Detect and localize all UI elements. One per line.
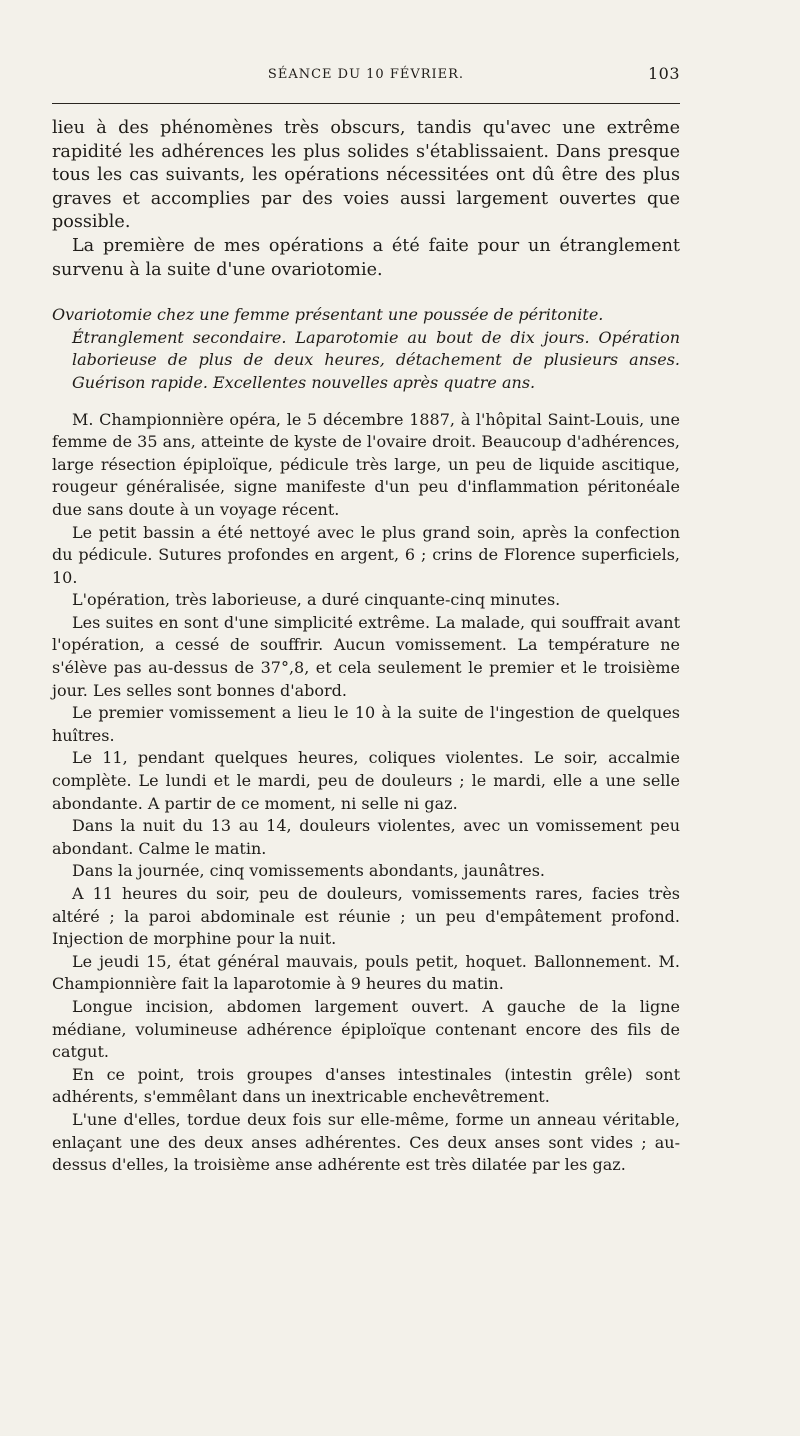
paragraph: Le premier vomissement a lieu le 10 à la suite de l'ingestion de quelques huîtres. (52, 703, 680, 745)
paragraph: L'une d'elles, tordue deux fois sur elle-même, forme un anneau véritable, enlaçant une des deux anses adhérentes. Ces deux anses sont vides ; au-dessus d'elles, la troisième anse adhérente est très dilatée par les gaz. (52, 1109, 680, 1175)
paragraph: Le petit bassin a été nettoyé avec le plus grand soin, après la confection du pédicule. Sutures profondes en argent, 6 ; crins de Florence superficiels, 10. (52, 522, 680, 587)
paragraph: M. Championnière opéra, le 5 décembre 1887, à l'hôpital Saint-Louis, une femme de 35 ans, atteinte de kyste de l'ovaire droit. Beaucoup d'adhérences, large résection épiploïque, pédicule très large, un peu de liquide ascitique, rougeur généralisée, signe manifeste d'un peu d'inflammation péritonéale due sans doute à un voyage récent. (52, 409, 680, 519)
page-number: 103 (647, 64, 680, 83)
body-text (52, 117, 680, 1177)
paragraph: Dans la journée, cinq vomissements abondants, jaunâtres. (72, 861, 546, 881)
paragraph: A 11 heures du soir, peu de douleurs, vomissements rares, facies très altéré ; la paroi abdominale est réunie ; un peu d'empâtement profond. Injection de morphine pour la nuit. (52, 884, 680, 949)
case-heading (52, 304, 680, 394)
paragraph: Le jeudi 15, état général mauvais, pouls petit, hoquet. Ballonnement. M. Championnière fait la laparotomie à 9 heures du matin. (52, 951, 680, 994)
paragraph: Dans la nuit du 13 au 14, douleurs violentes, avec un vomissement peu abondant. Calme le matin. (52, 816, 680, 858)
running-title: SÉANCE DU 10 FÉVRIER. (267, 67, 465, 82)
case-heading-line1: Ovariotomie chez une femme présentant une poussée de péritonite. (52, 305, 604, 325)
case-heading-line2: Étranglement secondaire. Laparotomie au bout de dix jours. Opération laborieuse de plus de deux heures, détachement de plusieurs anses. Guérison rapide. Excellentes nouvelles après quatre ans. (72, 327, 680, 392)
paragraph: L'opération, très laborieuse, a duré cinquante-cinq minutes. (72, 590, 561, 610)
paragraph: La première de mes opérations a été faite pour un étranglement survenu à la suite d'une ovariotomie. (52, 235, 680, 280)
paragraph: En ce point, trois groupes d'anses intestinales (intestin grêle) sont adhérents, s'emmêlant dans un inextricable enchevêtrement. (52, 1064, 680, 1107)
paragraph: Longue incision, abdomen largement ouvert. A gauche de la ligne médiane, volumineuse adhérence épiploïque contenant encore des fils de catgut. (52, 996, 680, 1062)
running-head (52, 64, 680, 86)
header-rule (52, 103, 680, 104)
paragraph: lieu à des phénomènes très obscurs, tandis qu'avec une extrême rapidité les adhérences les plus solides s'établissaient. Dans presque tous les cas suivants, les opérations nécessitées ont dû être des plus graves et accomplies par des voies aussi largement ouvertes que possible. (52, 118, 680, 233)
case-report (52, 409, 680, 1177)
paragraph: Le 11, pendant quelques heures, coliques violentes. Le soir, accalmie complète. Le lundi et le mardi, peu de douleurs ; le mardi, elle a une selle abondante. A partir de ce moment, ni selle ni gaz. (52, 748, 680, 813)
paragraph: Les suites en sont d'une simplicité extrême. La malade, qui souffrait avant l'opération, a cessé de souffrir. Aucun vomissement. La température ne s'élève pas au-dessus de 37°,8, et cela seulement le premier et le troisième jour. Les selles sont bonnes d'abord. (52, 612, 680, 700)
